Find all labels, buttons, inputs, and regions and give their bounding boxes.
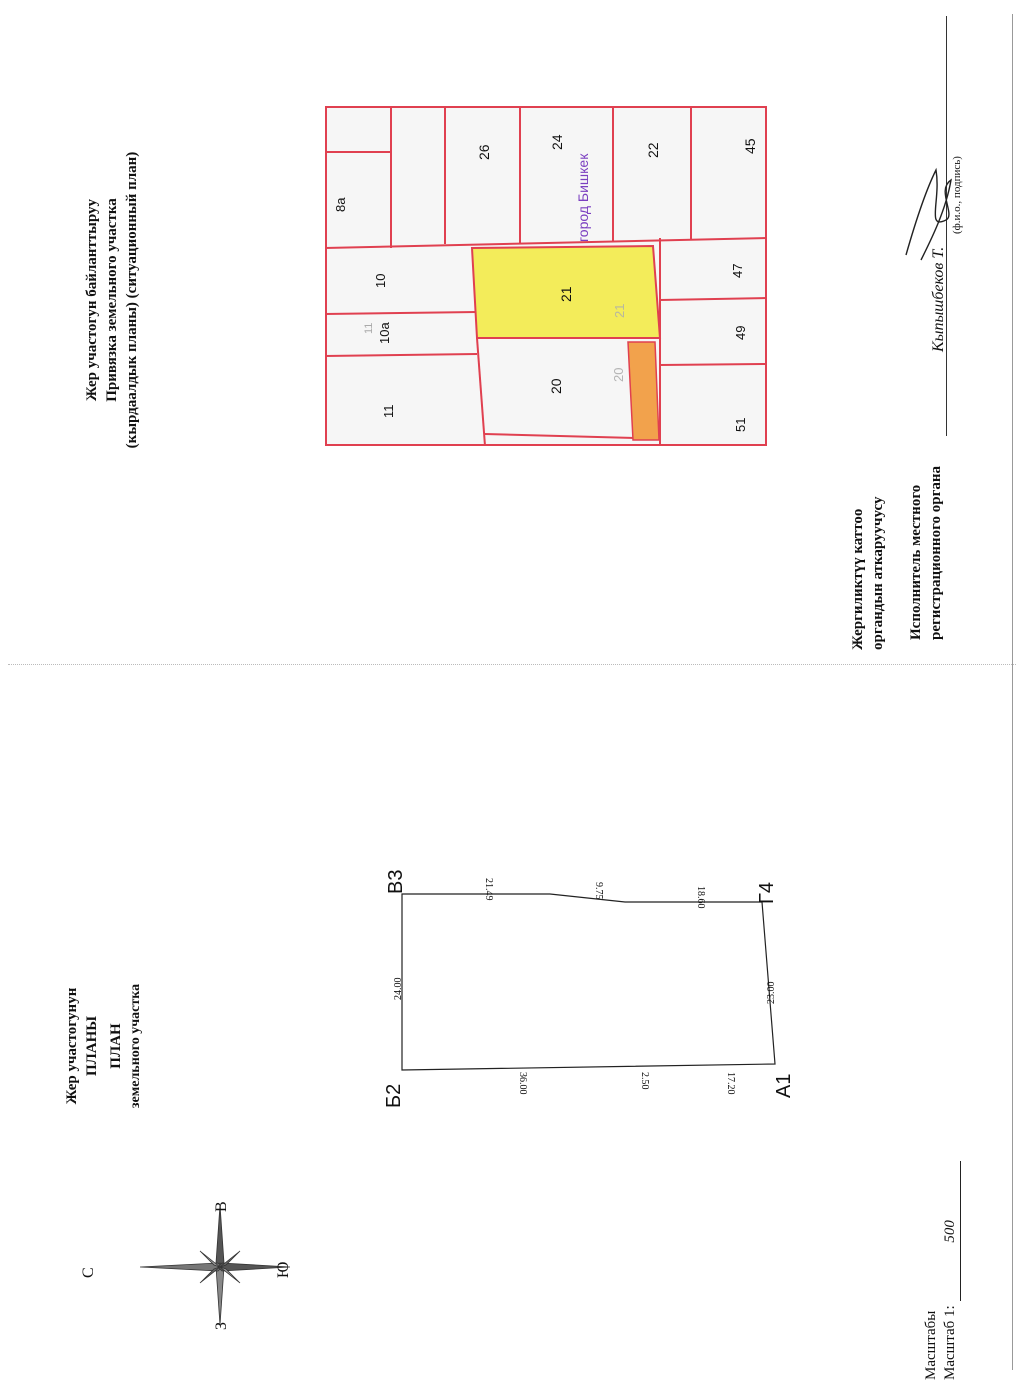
dimension-top-2: 9.75 xyxy=(593,882,604,900)
plan-title-line1: Жер участогунун xyxy=(64,987,80,1105)
dimension-right: 23.00 xyxy=(766,981,777,1004)
parcel-label: 10 xyxy=(373,273,388,288)
scale-label-kg: Масштабы xyxy=(923,1310,939,1380)
parcel-label: 11 xyxy=(381,404,396,418)
vertex-label-b: Б2 xyxy=(383,1083,405,1108)
binding-title-block xyxy=(82,80,142,520)
binding-subtitle: (кырдаалдык планы) (ситуационный план) xyxy=(124,151,140,449)
target-parcel-label: 21 xyxy=(558,286,574,302)
registrar-ru-line2: регистрационного органа xyxy=(928,465,944,640)
parcel-label: 24 xyxy=(549,134,565,150)
compass-east-label: В xyxy=(213,1201,230,1212)
signature-scribble xyxy=(896,160,966,270)
parcel-label: 49 xyxy=(733,325,748,340)
page-edge-line xyxy=(1012,14,1013,1370)
dimension-bottom-1: 36.00 xyxy=(517,1072,528,1095)
parcel-label: 20 xyxy=(611,367,626,382)
dimension-left: 24.00 xyxy=(393,977,404,1000)
vertex-label-a: A1 xyxy=(773,1073,795,1098)
city-label: город Бишкек xyxy=(575,153,591,242)
parcel-label: 22 xyxy=(645,142,661,158)
parcel-label: 11 xyxy=(363,322,375,334)
dimension-bottom-2: 2.50 xyxy=(639,1072,650,1090)
plan-title-block xyxy=(62,966,146,1126)
plan-title-line2: ПЛАНЫ xyxy=(84,1015,100,1077)
map-line xyxy=(660,364,767,365)
situation-map xyxy=(325,106,767,446)
parcel-label: 8a xyxy=(333,197,348,212)
plan-title-line3: ПЛАН xyxy=(108,1023,124,1069)
scale-label-ru: Масштаб 1: xyxy=(942,1305,958,1380)
parcel-label: 47 xyxy=(730,263,745,278)
strip-parcel xyxy=(628,342,659,440)
signature-caption: (ф.и.о., подпись) xyxy=(951,156,963,234)
parcel-label: 20 xyxy=(548,378,564,394)
registrar-kg-block xyxy=(848,497,888,651)
compass-north-label: С xyxy=(80,1267,97,1278)
fold-line xyxy=(8,664,1016,665)
plot-drawing xyxy=(390,880,790,1080)
dimension-bottom-3: 17.20 xyxy=(725,1072,736,1095)
parcel-label: 26 xyxy=(476,144,492,160)
compass-south-label: Ю xyxy=(275,1261,292,1278)
plan-title-line4: земельного участка xyxy=(128,983,143,1109)
parcel-label: 10a xyxy=(377,322,392,344)
dimension-top-1: 21.49 xyxy=(483,878,494,901)
parcel-label: 51 xyxy=(733,417,748,432)
registrar-ru-block xyxy=(906,466,946,640)
signature-name: Кыпышбеков Т. xyxy=(930,246,947,352)
scale-value: 500 xyxy=(941,1161,961,1301)
binding-title-ru: Привязка земельного участка xyxy=(104,198,120,402)
registrar-kg-line1: Жергиликтүү каттоо xyxy=(850,508,866,650)
compass-west-label: З xyxy=(213,1321,230,1330)
dimension-top-3: 18.60 xyxy=(695,886,706,909)
scale-block xyxy=(922,1161,961,1380)
registrar-ru-line1: Исполнитель местного xyxy=(908,484,924,640)
registrar-kg-line2: органдын аткаруучусу xyxy=(870,496,886,650)
binding-title-kg: Жер участогун байланттыруу xyxy=(84,198,100,402)
plot-outline xyxy=(402,894,775,1070)
vertex-label-g: Г4 xyxy=(756,882,778,904)
vertex-label-v: B3 xyxy=(385,869,407,894)
parcel-label: 45 xyxy=(742,138,758,154)
compass-rose-icon xyxy=(140,1205,290,1325)
target-parcel-ghost-label: 21 xyxy=(612,303,627,318)
